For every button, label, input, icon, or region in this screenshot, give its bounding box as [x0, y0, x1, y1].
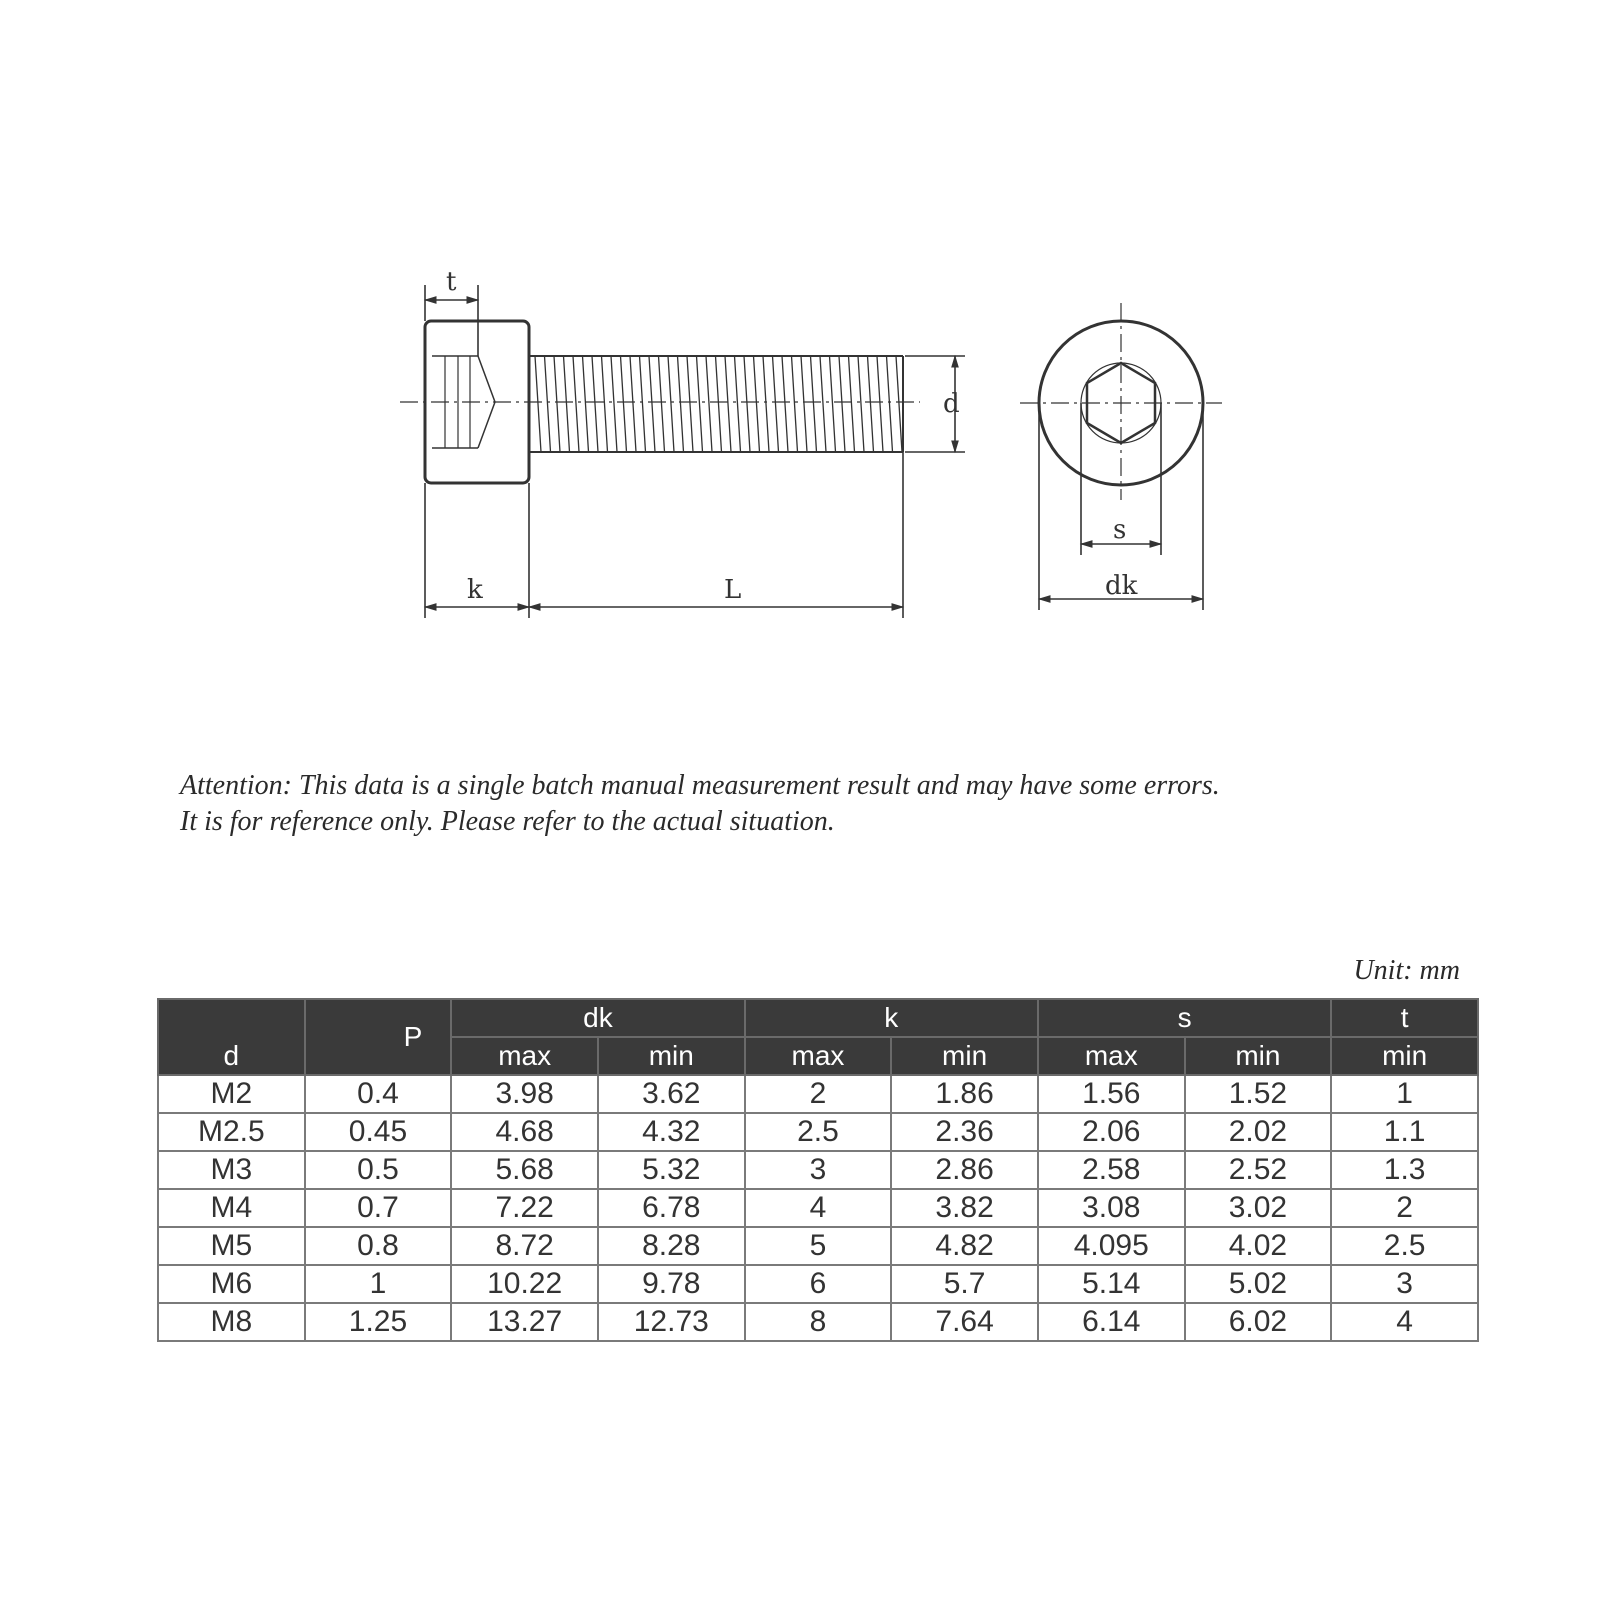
thread-line: [640, 356, 646, 452]
notice-line-1: Attention: This data is a single batch manual measurement result and may have some errors.: [180, 770, 1220, 801]
thread-line: [754, 356, 760, 452]
thread-line: [820, 356, 826, 452]
header-k-min: min: [891, 1037, 1038, 1075]
table-cell: 2.58: [1038, 1151, 1185, 1189]
table-cell: 12.73: [598, 1303, 745, 1341]
table-cell: 2: [745, 1075, 892, 1113]
thread-line: [849, 356, 855, 452]
table-cell: M8: [158, 1303, 305, 1341]
thread-line: [716, 356, 722, 452]
header-dk-max: max: [451, 1037, 598, 1075]
table-cell: 0.5: [305, 1151, 452, 1189]
table-row: [158, 1113, 1478, 1151]
table-cell: 4: [745, 1189, 892, 1227]
table-cell: 3: [1331, 1265, 1478, 1303]
thread-line: [545, 356, 551, 452]
thread-line: [535, 356, 541, 452]
label-k: k: [467, 575, 483, 605]
table-row: [158, 1075, 1478, 1113]
screw-top-view: [1020, 303, 1222, 500]
table-cell: 5.32: [598, 1151, 745, 1189]
table-row: [158, 1265, 1478, 1303]
thread-line: [687, 356, 693, 452]
table-cell: M3: [158, 1151, 305, 1189]
table-row: [158, 1227, 1478, 1265]
thread-line: [868, 356, 874, 452]
header-k-max: max: [745, 1037, 892, 1075]
header-dk: dk: [451, 999, 744, 1037]
thread-line: [839, 356, 845, 452]
label-d: d: [943, 389, 960, 419]
thread-line: [592, 356, 598, 452]
thread-line: [782, 356, 788, 452]
table-cell: 8: [745, 1303, 892, 1341]
thread-line: [830, 356, 836, 452]
table-cell: 2: [1331, 1189, 1478, 1227]
thread-line: [621, 356, 627, 452]
table-row: [158, 1151, 1478, 1189]
spec-table: [157, 998, 1479, 1342]
table-cell: 4.32: [598, 1113, 745, 1151]
table-cell: 3.98: [451, 1075, 598, 1113]
table-cell: 1.52: [1185, 1075, 1332, 1113]
table-row: [158, 1303, 1478, 1341]
table-cell: 7.64: [891, 1303, 1038, 1341]
table-cell: 5: [745, 1227, 892, 1265]
table-cell: 3.08: [1038, 1189, 1185, 1227]
header-k: k: [745, 999, 1038, 1037]
header-t: t: [1331, 999, 1478, 1037]
thread-line: [877, 356, 883, 452]
table-cell: 2.5: [1331, 1227, 1478, 1265]
thread-line: [678, 356, 684, 452]
table-cell: 5.02: [1185, 1265, 1332, 1303]
table-cell: 4.68: [451, 1113, 598, 1151]
notice-line-2: It is for reference only. Please refer to the actual situation.: [180, 806, 835, 837]
thread-line: [611, 356, 617, 452]
thread-line: [554, 356, 560, 452]
thread-line: [744, 356, 750, 452]
thread-line: [801, 356, 807, 452]
screw-threads: [535, 356, 902, 452]
table-cell: 1.1: [1331, 1113, 1478, 1151]
thread-line: [725, 356, 731, 452]
table-cell: 1.56: [1038, 1075, 1185, 1113]
thread-line: [602, 356, 608, 452]
screw-diagram: [0, 0, 1600, 700]
header-s-max: max: [1038, 1037, 1185, 1075]
table-cell: 9.78: [598, 1265, 745, 1303]
thread-line: [811, 356, 817, 452]
table-cell: 6.78: [598, 1189, 745, 1227]
unit-label: Unit: mm: [1353, 955, 1460, 986]
table-row: [158, 1189, 1478, 1227]
table-cell: 2.5: [745, 1113, 892, 1151]
header-s: s: [1038, 999, 1331, 1037]
table-cell: 2.36: [891, 1113, 1038, 1151]
thread-line: [649, 356, 655, 452]
table-cell: 4.02: [1185, 1227, 1332, 1265]
header-dk-min: min: [598, 1037, 745, 1075]
table-cell: 0.45: [305, 1113, 452, 1151]
table-cell: 5.68: [451, 1151, 598, 1189]
table-cell: 0.7: [305, 1189, 452, 1227]
table-cell: 2.06: [1038, 1113, 1185, 1151]
header-s-min: min: [1185, 1037, 1332, 1075]
table-cell: 4.82: [891, 1227, 1038, 1265]
table-cell: 0.4: [305, 1075, 452, 1113]
table-cell: 5.7: [891, 1265, 1038, 1303]
table-cell: 7.22: [451, 1189, 598, 1227]
table-cell: 6.14: [1038, 1303, 1185, 1341]
table-cell: 6: [745, 1265, 892, 1303]
table-cell: 3: [745, 1151, 892, 1189]
label-dk: dk: [1105, 571, 1138, 601]
thread-line: [735, 356, 741, 452]
label-L: L: [724, 575, 742, 605]
thread-line: [564, 356, 570, 452]
thread-line: [659, 356, 665, 452]
header-p: P: [305, 999, 452, 1075]
table-cell: 5.14: [1038, 1265, 1185, 1303]
table-cell: 1.86: [891, 1075, 1038, 1113]
table-cell: M5: [158, 1227, 305, 1265]
table-cell: 8.28: [598, 1227, 745, 1265]
table-cell: 4.095: [1038, 1227, 1185, 1265]
table-cell: 13.27: [451, 1303, 598, 1341]
thread-line: [706, 356, 712, 452]
thread-line: [573, 356, 579, 452]
table-cell: 3.62: [598, 1075, 745, 1113]
table-cell: 2.52: [1185, 1151, 1332, 1189]
header-d: d: [158, 999, 305, 1075]
thread-line: [896, 356, 902, 452]
thread-line: [668, 356, 674, 452]
table-cell: M6: [158, 1265, 305, 1303]
table-cell: 1.25: [305, 1303, 452, 1341]
label-t: t: [446, 267, 457, 297]
table-cell: 8.72: [451, 1227, 598, 1265]
table-cell: 0.8: [305, 1227, 452, 1265]
table-cell: M4: [158, 1189, 305, 1227]
attention-notice: [180, 768, 1480, 840]
thread-line: [697, 356, 703, 452]
thread-line: [583, 356, 589, 452]
table-cell: M2: [158, 1075, 305, 1113]
thread-line: [792, 356, 798, 452]
table-cell: 3.82: [891, 1189, 1038, 1227]
table-cell: 1: [1331, 1075, 1478, 1113]
header-t-min: min: [1331, 1037, 1478, 1075]
thread-line: [630, 356, 636, 452]
thread-line: [887, 356, 893, 452]
table-cell: M2.5: [158, 1113, 305, 1151]
table-cell: 1: [305, 1265, 452, 1303]
thread-line: [773, 356, 779, 452]
thread-line: [858, 356, 864, 452]
table-cell: 3.02: [1185, 1189, 1332, 1227]
table-cell: 6.02: [1185, 1303, 1332, 1341]
table-cell: 4: [1331, 1303, 1478, 1341]
table-cell: 2.02: [1185, 1113, 1332, 1151]
label-s: s: [1113, 515, 1127, 545]
thread-line: [763, 356, 769, 452]
table-cell: 1.3: [1331, 1151, 1478, 1189]
table-cell: 10.22: [451, 1265, 598, 1303]
table-cell: 2.86: [891, 1151, 1038, 1189]
